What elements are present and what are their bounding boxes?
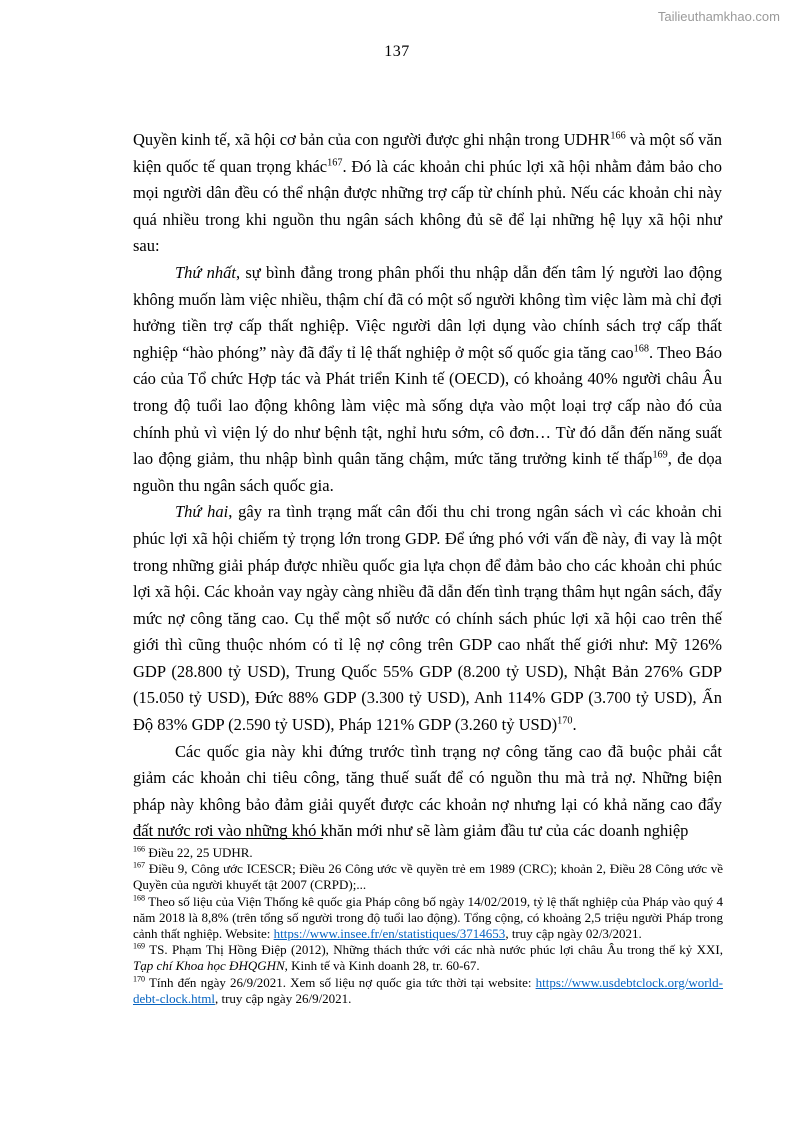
- hyperlink[interactable]: https://www.insee.fr/en/statistiques/3714653: [273, 926, 506, 942]
- footnote-ref: 168: [133, 893, 146, 903]
- footnote-separator: [133, 838, 323, 839]
- footnote: $^{170}$ Tính đến ngày 26/9/2021. Xem số liệu nợ quốc gia tức thời tại website: https://www.usdebtclock.org/world-debt-clock.html, truy cập ngày 26/9/2021.: [133, 974, 723, 1006]
- body-paragraphs: [133, 127, 722, 845]
- footnote-ref: 168: [633, 343, 649, 355]
- hyperlink[interactable]: https://www.usdebtclock.org/world-debt-clock.html: [133, 974, 723, 1006]
- footnotes: [133, 845, 723, 1007]
- paragraph: Thứ hai, gây ra tình trạng mất cân đối thu chi trong ngân sách vì các khoản chi phúc lợi xã hội chiếm tỷ trọng lớn trong GDP. Để ứng phó với vấn đề này, đi vay là một trong những giải pháp được nhiều quốc gia lựa chọn để đảm bảo cho các khoản chi phúc lợi xã hội. Các khoản vay ngày càng nhiều đã dẫn đến tình trạng thâm hụt ngân sách, đẩy mức nợ công tăng cao. Cụ thể một số nước có chính sách phúc lợi xã hội cao trên thế giới thì cũng thuộc nhóm có tỉ lệ nợ công trên GDP cao nhất thế giới như: Mỹ 126% GDP (28.800 tỷ USD), Trung Quốc 55% GDP (8.200 tỷ USD), Nhật Bản 276% GDP (15.050 tỷ USD), Đức 88% GDP (3.300 tỷ USD), Anh 114% GDP (3.700 tỷ USD), Ấn Độ 83% GDP (2.590 tỷ USD), Pháp 121% GDP (3.260 tỷ USD)$^{170}$.: [133, 502, 723, 735]
- footnote: $^{167}$ Điều 9, Công ước ICESCR; Điều 26 Công ước về quyền trẻ em 1989 (CRC); khoản 2, Điều 28 Công ước về Quyền của người khuyết tật 2007 (CRPD);...: [133, 860, 723, 893]
- footnote: $^{169}$ TS. Phạm Thị Hồng Điệp (2012), Những thách thức với các nhà nước phúc lợi châu Âu trong thế kỷ XXI, Tạp chí Khoa học ĐHQGHN, Kinh tế và Kinh doanh 28, tr. 60-67.: [133, 941, 723, 974]
- footnote-ref: 167: [133, 860, 146, 870]
- italic-text: Thứ nhất: [175, 262, 236, 282]
- footnote-ref: 167: [327, 157, 343, 169]
- italic-text: Tạp chí Khoa học ĐHQGHN: [133, 958, 285, 974]
- footnote-ref: 169: [133, 941, 146, 951]
- footnote: $^{168}$ Theo số liệu của Viện Thống kê quốc gia Pháp công bố ngày 14/02/2019, tỷ lệ thất nghiệp của Pháp vào quý 4 năm 2018 là 8,8% (trên tổng số người trong độ tuổi lao động). Tổng cộng, có khoảng 2,5 triệu người Pháp trong cảnh thất nghiệp. Website: https://www.insee.fr/en/statistiques/3714653, truy cập ngày 02/3/2021.: [133, 893, 723, 942]
- footnote-ref: 166: [133, 844, 146, 854]
- paragraph: Quyền kinh tế, xã hội cơ bản của con người được ghi nhận trong UDHR$^{166}$ và một số văn kiện quốc tế quan trọng khác$^{167}$. Đó là các khoản chi phúc lợi xã hội nhằm đảm bảo cho mọi người dân đều có thể nhận được những trợ cấp từ chính phủ. Nếu các khoản chi này quá nhiều trong khi nguồn thu ngân sách không đủ sẽ để lại những hệ lụy xã hội như sau:: [133, 130, 722, 256]
- italic-text: Thứ hai: [175, 502, 229, 522]
- footnote: $^{166}$ Điều 22, 25 UDHR.: [133, 844, 253, 860]
- footnote-ref: 170: [133, 974, 146, 984]
- page-number: 137: [384, 43, 410, 60]
- footnote-ref: 169: [652, 449, 668, 461]
- footnote-ref: 170: [557, 715, 573, 727]
- footnote-ref: 166: [610, 130, 626, 142]
- watermark: Tailieuthamkhao.com: [657, 9, 780, 24]
- paragraph: Các quốc gia này khi đứng trước tình trạng nợ công tăng cao đã buộc phải cắt giảm các khoản chi tiêu công, tăng thuế suất để có nguồn thu mà trả nợ. Những biện pháp này không bảo đảm giải quyết được các khoản nợ nhưng lại có khả năng cao đẩy đất nước rơi vào những khó khăn mới như sẽ làm giảm đầu tư của các doanh nghiệp: [133, 741, 722, 841]
- paragraph: Thứ nhất, sự bình đẳng trong phân phối thu nhập dẫn đến tâm lý người lao động không muốn làm việc nhiều, thậm chí đã có một số người không tìm việc làm mà chỉ đợi hưởng tiền trợ cấp thất nghiệp. Việc người dân lợi dụng vào chính sách trợ cấp thất nghiệp “hào phóng” này đã đẩy tỉ lệ thất nghiệp ở một số quốc gia tăng cao$^{168}$. Theo Báo cáo của Tổ chức Hợp tác và Phát triển Kinh tế (OECD), có khoảng 40% người châu Âu trong độ tuổi lao động không làm việc mà sống dựa vào một loại trợ cấp nào đó của chính phủ vì viện lý do như bệnh tật, nghỉ hưu sớm, cô đơn… Từ đó dẫn đến năng suất lao động giảm, thu nhập bình quân tăng chậm, mức tăng trưởng kinh tế thấp$^{169}$, đe dọa nguồn thu ngân sách quốc gia.: [133, 262, 722, 495]
